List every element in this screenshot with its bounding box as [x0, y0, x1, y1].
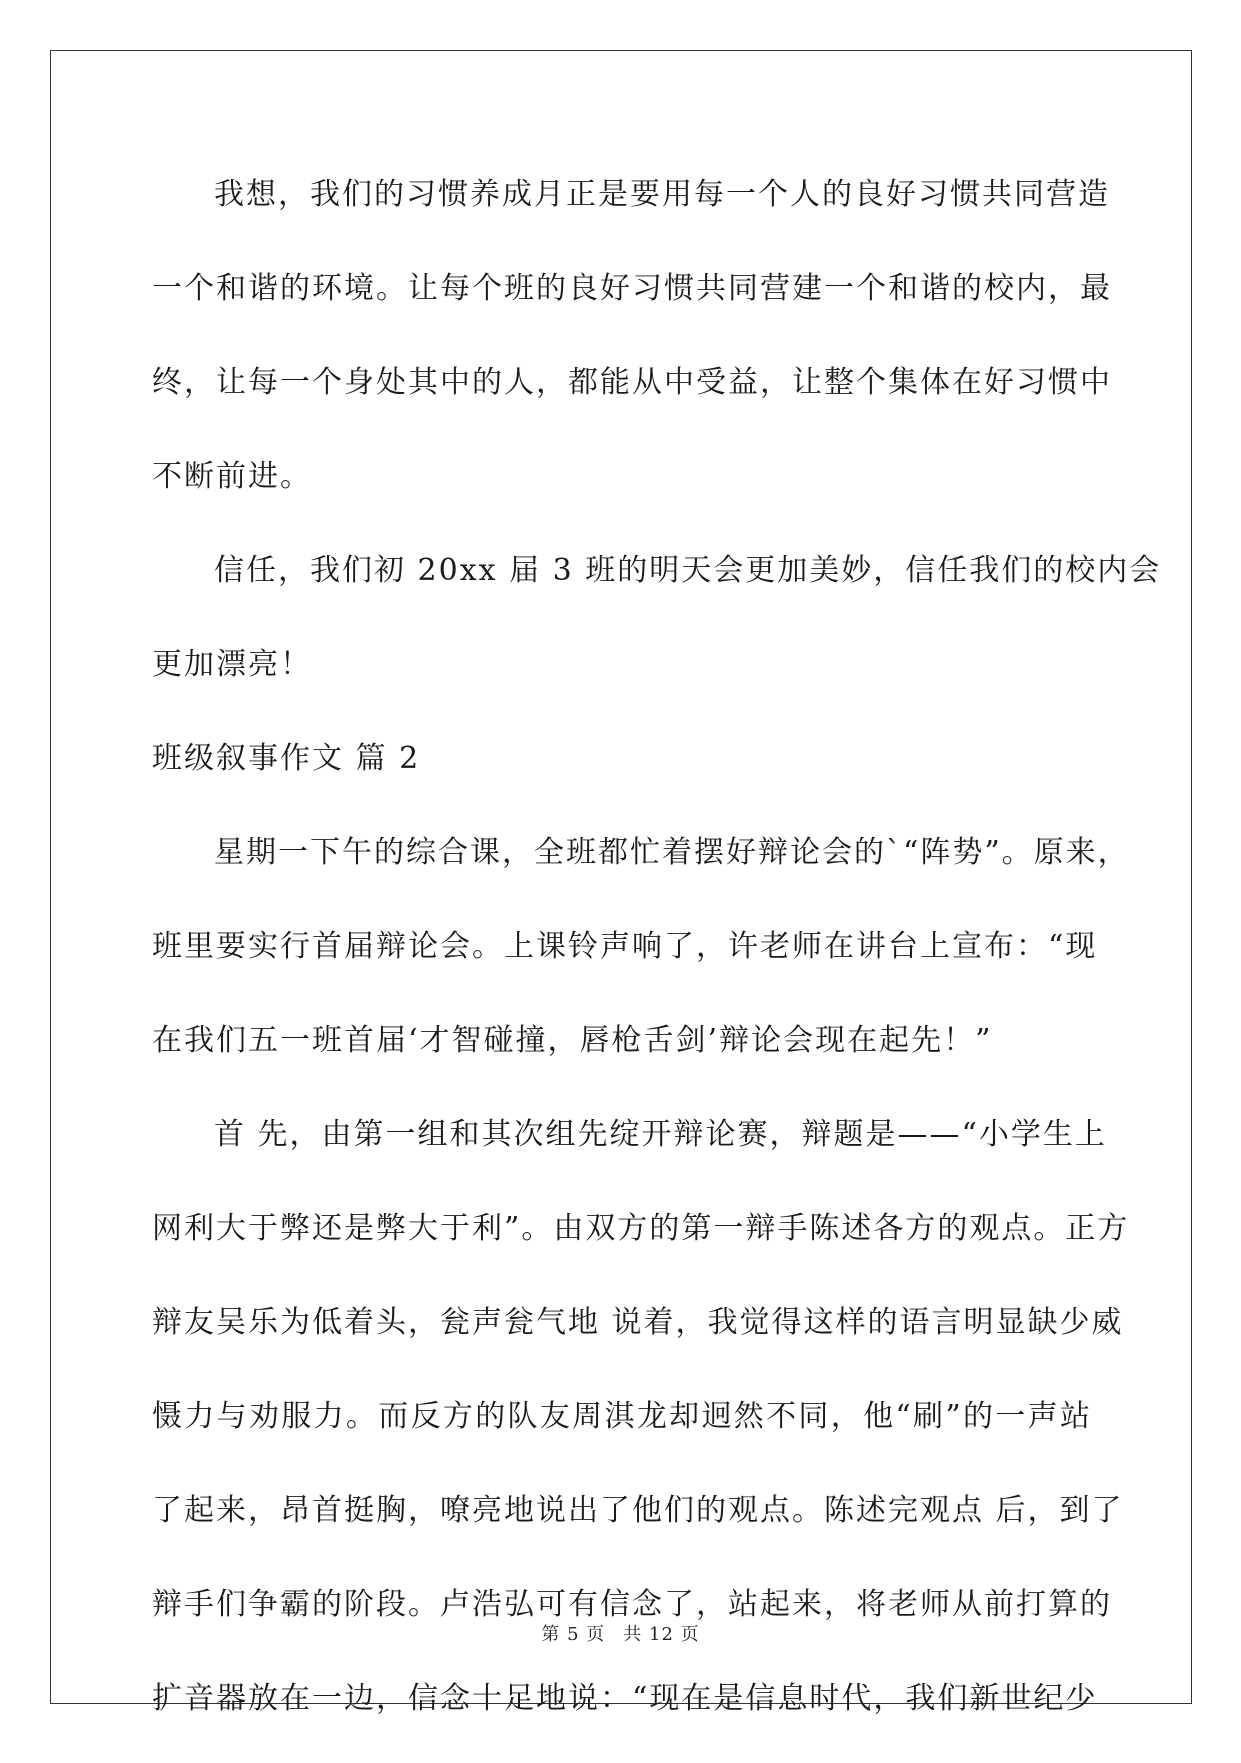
page-footer	[0, 1620, 1241, 1646]
text-line: 在我们五一班首届‘才智碰撞，唇枪舌剑’辩论会现在起先！”	[152, 1023, 993, 1058]
text-line: 更加漂亮！	[152, 647, 312, 682]
page-number: 第 5 页	[541, 1624, 606, 1645]
text-line: 辩友吴乐为低着头，瓮声瓮气地 说着，我觉得这样的语言明显缺少威	[152, 1305, 1124, 1340]
text-line: 首 先，由第一组和其次组先绽开辩论赛，辩题是——“小学生上	[214, 1117, 1107, 1152]
text-line: 了起来，昂首挺胸，嘹亮地说出了他们的观点。陈述完观点 后，到了	[152, 1493, 1124, 1528]
text-line: 网利大于弊还是弊大于利”。由双方的第一辩手陈述各方的观点。正方	[152, 1211, 1130, 1246]
text-line: 辩手们争霸的阶段。卢浩弘可有信念了，站起来，将老师从前打算的	[152, 1587, 1112, 1622]
section-heading: 班级叙事作文 篇 2	[152, 741, 421, 776]
text-line: 终，让每一个身处其中的人，都能从中受益，让整个集体在好习惯中	[152, 365, 1112, 400]
text-line: 扩音器放在一边，信念十足地说：“现在是信息时代，我们新世纪少	[152, 1681, 1098, 1716]
text-line: 不断前进。	[152, 459, 312, 494]
text-line: 星期一下午的综合课，全班都忙着摆好辩论会的`“阵势”。原来，	[214, 835, 1130, 870]
text-line: 慑力与劝服力。而反方的队友周淇龙却迥然不同，他“刷”的一声站	[152, 1399, 1092, 1434]
text-line: 一个和谐的环境。让每个班的良好习惯共同营建一个和谐的校内，最	[152, 271, 1112, 306]
page-total: 共 12 页	[623, 1624, 700, 1645]
text-line: 班里要实行首届辩论会。上课铃声响了，许老师在讲台上宣布：“现	[152, 929, 1098, 964]
text-line: 我想，我们的习惯养成月正是要用每一个人的良好习惯共同营造	[214, 177, 1110, 212]
document-body	[152, 165, 1162, 1763]
text-line: 信任，我们初 20xx 届 3 班的明天会更加美妙，信任我们的校内会	[214, 553, 1162, 588]
